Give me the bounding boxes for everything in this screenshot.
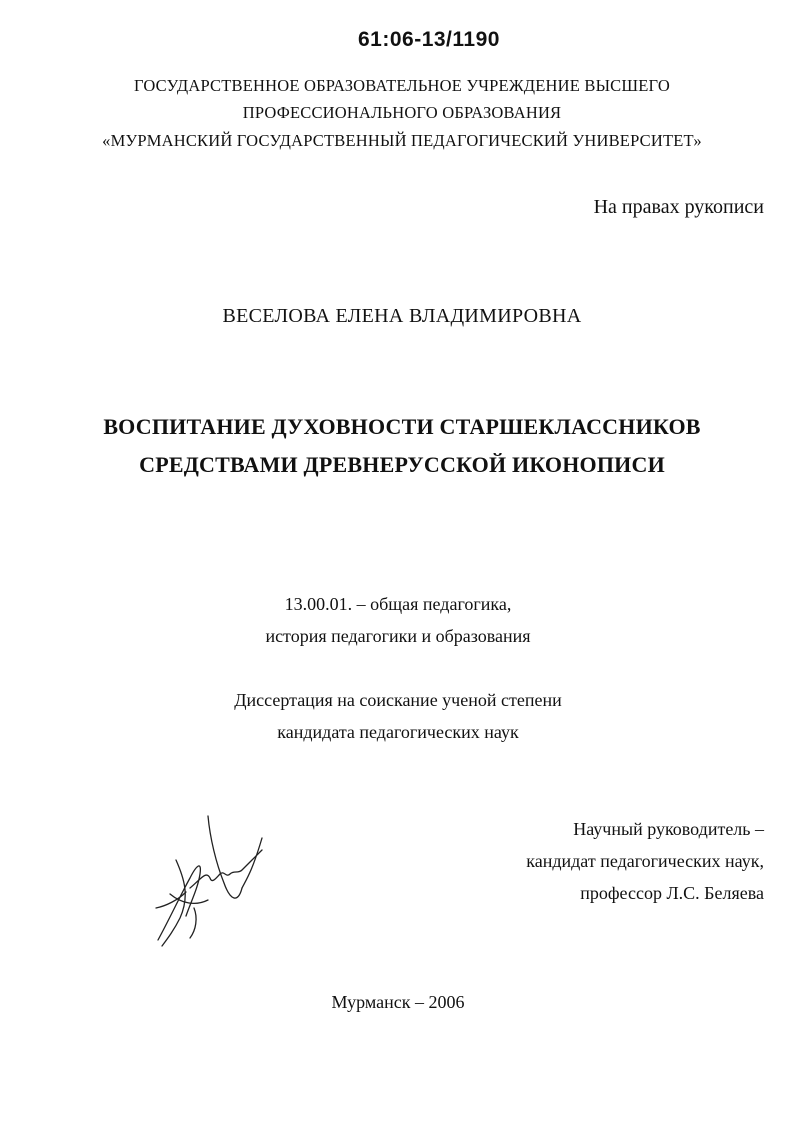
rights-note: На правах рукописи [593, 196, 764, 218]
institution-line-3: «МУРМАНСКИЙ ГОСУДАРСТВЕННЫЙ ПЕДАГОГИЧЕСКИЙ УНИВЕРСИТЕТ» [102, 131, 702, 150]
supervisor-line-1: Научный руководитель – [573, 819, 764, 839]
dissertation-title-line-1: ВОСПИТАНИЕ ДУХОВНОСТИ СТАРШЕКЛАССНИКОВ [103, 414, 701, 439]
dissertation-title-line-2: СРЕДСТВАМИ ДРЕВНЕРУССКОЙ ИКОНОПИСИ [139, 452, 665, 477]
supervisor-line-3: профессор Л.С. Беляева [580, 883, 764, 903]
author-name: ВЕСЕЛОВА ЕЛЕНА ВЛАДИМИРОВНА [222, 305, 582, 327]
institution-line-2: ПРОФЕССИОНАЛЬНОГО ОБРАЗОВАНИЯ [242, 103, 562, 122]
specialty-line-1: 13.00.01. – общая педагогика, [284, 594, 512, 614]
degree-line-2: кандидата педагогических наук [277, 722, 519, 742]
degree-line-1: Диссертация на соискание ученой степени [234, 690, 562, 710]
institution-line-1: ГОСУДАРСТВЕННОЕ ОБРАЗОВАТЕЛЬНОЕ УЧРЕЖДЕНИЕ ВЫСШЕГО [134, 76, 670, 95]
specialty-line-2: история педагогики и образования [265, 626, 531, 646]
supervisor-line-2: кандидат педагогических наук, [526, 851, 764, 871]
archive-stamp-number: 61:06-13/1190 [358, 28, 500, 51]
city-year: Мурманск – 2006 [331, 992, 465, 1012]
signature-icon [150, 808, 270, 953]
